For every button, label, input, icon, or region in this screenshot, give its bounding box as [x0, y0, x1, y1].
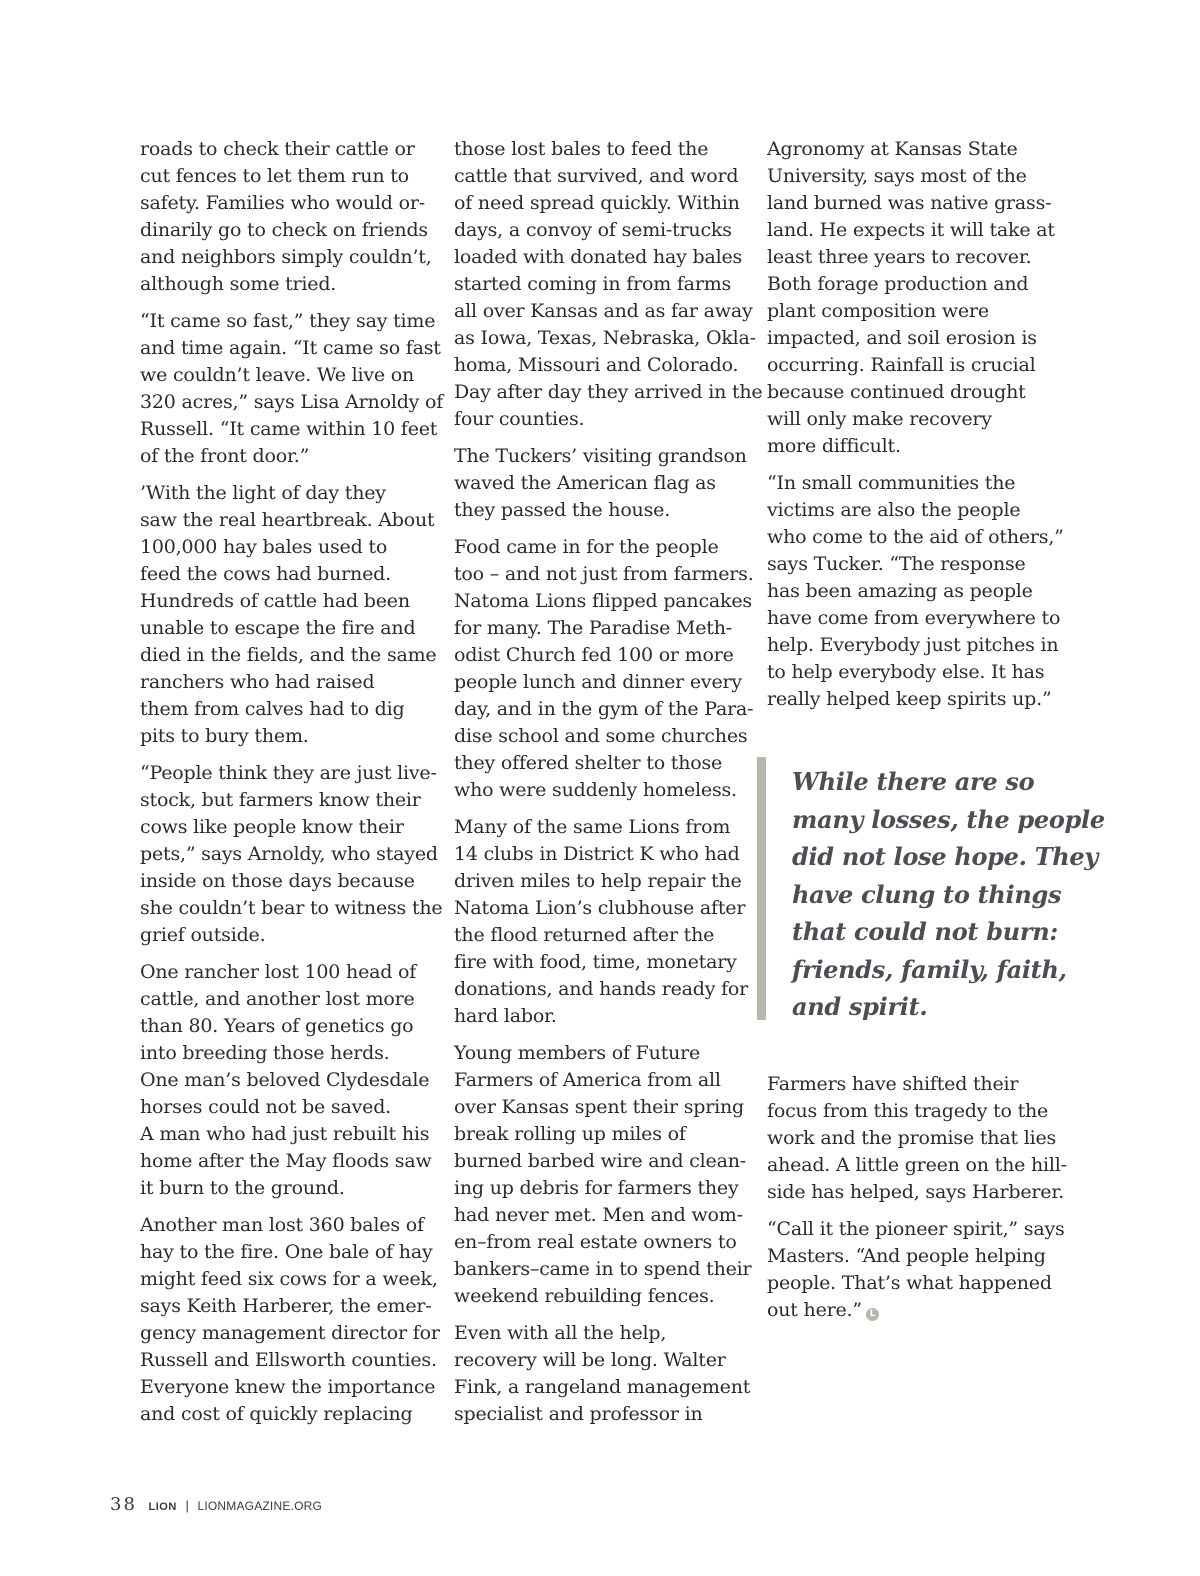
text-line: days, a convoy of semi-trucks — [454, 219, 732, 241]
text-line: Agronomy at Kansas State — [767, 138, 1018, 160]
paragraph — [454, 1040, 752, 1310]
text-line: Day after day they arrived in the — [454, 381, 763, 403]
page-number: 38 — [110, 1494, 137, 1515]
text-line: break rolling up miles of — [454, 1123, 686, 1145]
text-line: ahead. A little green on the hill- — [767, 1154, 1067, 1176]
paragraph — [767, 470, 1067, 713]
text-line: horses could not be saved. — [140, 1096, 391, 1118]
text-line: and time again. “It came so fast — [140, 337, 441, 359]
text-line: The Tuckers’ visiting grandson — [454, 445, 747, 467]
paragraph — [454, 136, 763, 433]
text-line: University, says most of the — [767, 165, 1027, 187]
text-line: work and the promise that lies — [767, 1127, 1057, 1149]
text-line: roads to check their cattle or — [140, 138, 415, 160]
article-column-3 — [767, 136, 1067, 723]
paragraph — [140, 1212, 440, 1428]
text-line: One rancher lost 100 head of — [140, 961, 417, 983]
paragraph — [767, 1071, 1067, 1206]
text-line: who come to the aid of others,” — [767, 526, 1064, 548]
text-line: people lunch and dinner every — [454, 671, 742, 693]
text-line: who were suddenly homeless. — [454, 779, 737, 801]
text-line: and neighbors simply couldn’t, — [140, 246, 432, 268]
text-line: died in the fields, and the same — [140, 644, 437, 666]
article-column-3-continued — [767, 1071, 1067, 1334]
pull-quote-line: that could not burn: — [792, 917, 1058, 946]
text-line: impacted, and soil erosion is — [767, 327, 1037, 349]
text-line: cattle, and another lost more — [140, 988, 415, 1010]
text-line: ’With the light of day they — [140, 482, 386, 504]
text-line: grief outside. — [140, 924, 266, 946]
paragraph — [454, 443, 749, 524]
text-line: Everyone knew the importance — [140, 1376, 436, 1398]
text-line: for many. The Paradise Meth- — [454, 617, 732, 639]
pull-quote-line: friends, family, faith, — [792, 954, 1067, 984]
magazine-name: LION — [148, 1501, 177, 1513]
text-line: Young members of Future — [454, 1042, 701, 1064]
pull-quote-line: and spirit. — [792, 992, 928, 1021]
text-line: cows like people know their — [140, 816, 404, 838]
text-line: victims are also the people — [767, 499, 1021, 521]
text-line: land. He expects it will take at — [767, 219, 1055, 241]
text-line: dinarily go to check on friends — [140, 219, 428, 241]
text-line: all over Kansas and as far away — [454, 300, 753, 322]
text-line: “People think they are just live- — [140, 762, 437, 784]
text-line: home after the May floods saw — [140, 1150, 432, 1172]
article-column-2 — [454, 136, 763, 1438]
text-line: of need spread quickly. Within — [454, 192, 740, 214]
footer-separator: | — [185, 1498, 189, 1513]
text-line: four counties. — [454, 408, 585, 430]
text-line: has been amazing as people — [767, 580, 1033, 602]
text-line: en–from real estate owners to — [454, 1231, 737, 1253]
paragraph — [140, 959, 435, 1202]
paragraph — [767, 1216, 1067, 1324]
text-line: day, and in the gym of the Para- — [454, 698, 754, 720]
text-line: ranchers who had raised — [140, 671, 375, 693]
text-line: donations, and hands ready for — [454, 978, 749, 1000]
text-line: those lost bales to feed the — [454, 138, 709, 160]
text-line: unable to escape the fire and — [140, 617, 416, 639]
text-line: Russell. “It came within 10 feet — [140, 418, 438, 440]
text-line: too – and not just from farmers. — [454, 563, 754, 585]
text-line: A man who had just rebuilt his — [140, 1123, 430, 1145]
text-line: and cost of quickly replacing — [140, 1403, 413, 1425]
text-line: saw the real heartbreak. About — [140, 509, 435, 531]
text-line: One man’s beloved Clydesdale — [140, 1069, 430, 1091]
text-line: bankers–came in to spend their — [454, 1258, 752, 1280]
text-line: Another man lost 360 bales of — [140, 1214, 424, 1236]
text-line: it burn to the ground. — [140, 1177, 345, 1199]
text-line: have come from everywhere to — [767, 607, 1061, 629]
text-line: “In small communities the — [767, 472, 1016, 494]
text-line: loaded with donated hay bales — [454, 246, 743, 268]
text-line: weekend rebuilding fences. — [454, 1285, 715, 1307]
text-line: safety. Families who would or- — [140, 192, 425, 214]
text-line: cattle that survived, and word — [454, 165, 739, 187]
text-line: dise school and some churches — [454, 725, 748, 747]
pull-quote-line: have clung to things — [792, 879, 1062, 909]
text-line: homa, Missouri and Colorado. — [454, 354, 739, 376]
paragraph — [454, 814, 749, 1030]
text-line: says Keith Harberer, the emer- — [140, 1295, 432, 1317]
text-line: started coming in from farms — [454, 273, 732, 295]
paragraph — [454, 534, 754, 804]
text-line: “Call it the pioneer spirit,” says — [767, 1218, 1065, 1240]
pull-quote-line: While there are so — [792, 767, 1035, 796]
text-line: the flood returned after the — [454, 924, 715, 946]
text-line: because continued drought — [767, 381, 1026, 403]
text-line: “It came so fast,” they say time — [140, 310, 436, 332]
text-line: specialist and professor in — [454, 1403, 703, 1425]
text-line: 320 acres,” says Lisa Arnoldy of — [140, 391, 444, 413]
text-line: burned barbed wire and clean- — [454, 1150, 746, 1172]
pull-quote-line: did not lose hope. They — [792, 842, 1099, 871]
text-line: hay to the fire. One bale of hay — [140, 1241, 433, 1263]
text-line: Many of the same Lions from — [454, 816, 731, 838]
text-line: they offered shelter to those — [454, 752, 723, 774]
text-line: we couldn’t leave. We live on — [140, 364, 415, 386]
text-line: Farmers of America from all — [454, 1069, 721, 1091]
text-line: hard labor. — [454, 1005, 557, 1027]
text-line: inside on those days because — [140, 870, 415, 892]
paragraph — [140, 480, 435, 750]
text-line: says Tucker. “The response — [767, 553, 1026, 575]
text-line: odist Church fed 100 or more — [454, 644, 734, 666]
text-line: driven miles to help repair the — [454, 870, 742, 892]
text-line: although some tried. — [140, 273, 337, 295]
text-line: 100,000 hay bales used to — [140, 536, 388, 558]
text-line: land burned was native grass- — [767, 192, 1052, 214]
website-link[interactable]: LIONMAGAZINE.ORG — [197, 1499, 323, 1513]
text-line: out here.” L — [767, 1297, 1067, 1324]
text-line: had never met. Men and wom- — [454, 1204, 743, 1226]
text-line: pits to bury them. — [140, 725, 309, 747]
text-line: over Kansas spent their spring — [454, 1096, 745, 1118]
text-line: Even with all the help, — [454, 1322, 667, 1344]
paragraph — [140, 760, 443, 949]
text-line: Russell and Ellsworth counties. — [140, 1349, 437, 1371]
text-line: Hundreds of cattle had been — [140, 590, 410, 612]
pull-quote-line: many losses, the people — [792, 804, 1105, 834]
text-line: she couldn’t bear to witness the — [140, 897, 443, 919]
text-line: really helped keep spirits up.” — [767, 688, 1052, 710]
text-line: Food came in for the people — [454, 536, 719, 558]
text-line: pets,” says Arnoldy, who stayed — [140, 843, 438, 865]
text-line: Masters. “And people helping — [767, 1245, 1046, 1267]
text-line: they passed the house. — [454, 499, 671, 521]
paragraph — [140, 308, 444, 470]
text-line: Natoma Lions flipped pancakes — [454, 590, 752, 612]
text-line: Both forage production and — [767, 273, 1029, 295]
text-line: stock, but farmers know their — [140, 789, 421, 811]
article-column-1 — [140, 136, 444, 1438]
page-footer — [110, 1494, 322, 1515]
text-line: 14 clubs in District K who had — [454, 843, 740, 865]
text-line: cut fences to let them run to — [140, 165, 409, 187]
text-line: ing up debris for farmers they — [454, 1177, 739, 1199]
lion-end-mark-icon: L — [866, 1308, 879, 1321]
text-line: help. Everybody just pitches in — [767, 634, 1059, 656]
text-line: gency management director for — [140, 1322, 440, 1344]
text-line: might feed six cows for a week, — [140, 1268, 438, 1290]
text-line: fire with food, time, monetary — [454, 951, 737, 973]
text-line: recovery will be long. Walter — [454, 1349, 726, 1371]
text-line: into breeding those herds. — [140, 1042, 390, 1064]
text-line: occurring. Rainfall is crucial — [767, 354, 1036, 376]
text-line: waved the American flag as — [454, 472, 716, 494]
text-line: least three years to recover. — [767, 246, 1032, 268]
text-line: Fink, a rangeland management — [454, 1376, 751, 1398]
text-line: plant composition were — [767, 300, 989, 322]
text-line: to help everybody else. It has — [767, 661, 1045, 683]
pull-quote — [757, 757, 1105, 1021]
paragraph — [454, 1320, 749, 1428]
paragraph — [767, 136, 1067, 460]
text-line: side has helped, says Harberer. — [767, 1181, 1064, 1203]
text-line: as Iowa, Texas, Nebraska, Okla- — [454, 327, 756, 349]
text-line: will only make recovery — [767, 408, 992, 430]
text-line: of the front door.” — [140, 445, 310, 467]
text-line: feed the cows had burned. — [140, 563, 391, 585]
text-line: people. That’s what happened — [767, 1272, 1052, 1294]
text-line: them from calves had to dig — [140, 698, 405, 720]
text-line: than 80. Years of genetics go — [140, 1015, 414, 1037]
paragraph — [140, 136, 435, 298]
text-line: focus from this tragedy to the — [767, 1100, 1049, 1122]
text-line: more difficult. — [767, 435, 901, 457]
text-line: Natoma Lion’s clubhouse after — [454, 897, 746, 919]
text-line: Farmers have shifted their — [767, 1073, 1019, 1095]
